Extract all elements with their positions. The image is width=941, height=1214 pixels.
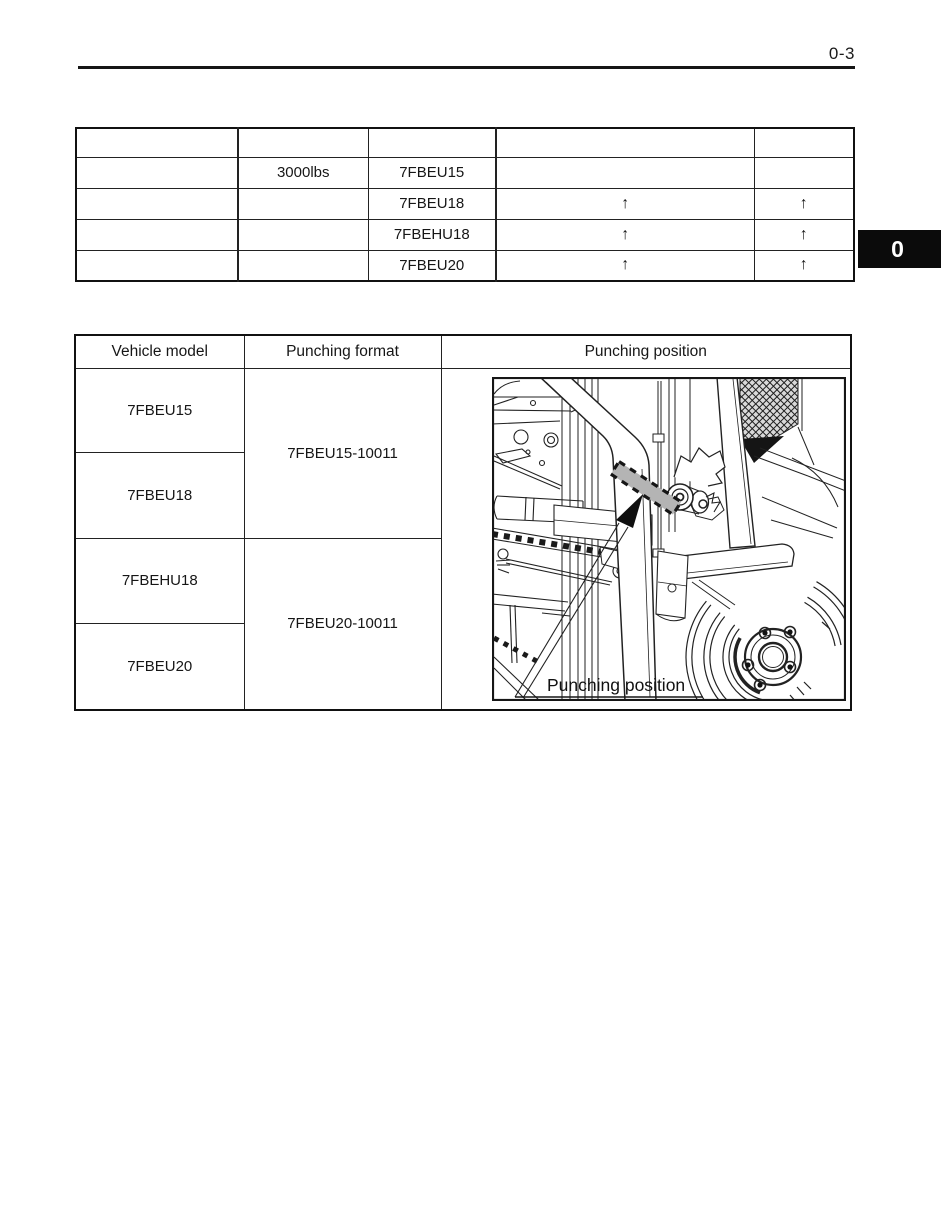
column-header-punching-position: Punching position [441, 335, 851, 368]
format-cell: 7FBEU15-10011 [244, 368, 441, 538]
spec-cell [368, 128, 496, 157]
model-cell: 7FBEU18 [368, 188, 496, 219]
format-cell: 7FBEU20-10011 [244, 538, 441, 710]
overhead-guard-mesh [740, 377, 846, 538]
model-cell: 7FBEU20 [368, 250, 496, 281]
figure-label-group [515, 675, 703, 697]
figure-cell [441, 368, 851, 710]
model-cell: 7FBEU18 [75, 452, 244, 538]
ditto-arrow: ↑ [496, 250, 754, 281]
ditto-arrow: ↑ [754, 219, 854, 250]
page-number: 0-3 [828, 44, 855, 63]
model-cell: 7FBEU20 [75, 623, 244, 710]
model-cell: 7FBEU15 [75, 368, 244, 452]
spec-cell [496, 157, 754, 188]
spec-cell [76, 188, 238, 219]
punching-table [74, 334, 852, 711]
punching-position-figure [492, 377, 846, 701]
drive-wheel [686, 581, 846, 700]
spec-cell [238, 219, 368, 250]
ditto-arrow: ↑ [496, 219, 754, 250]
column-header-punching-format: Punching format [244, 335, 441, 368]
ditto-arrow: ↑ [754, 250, 854, 281]
spec-row [76, 219, 854, 250]
punch-row [75, 368, 851, 452]
section-tab-label: 0 [891, 235, 904, 262]
spec-cell [76, 219, 238, 250]
spec-table [75, 127, 855, 282]
spec-cell [76, 157, 238, 188]
ditto-arrow: ↑ [754, 188, 854, 219]
model-cell: 7FBEU15 [368, 157, 496, 188]
spec-cell [754, 157, 854, 188]
figure-label: Punching position [546, 674, 685, 695]
spec-cell [238, 250, 368, 281]
spec-cell [76, 128, 238, 157]
spec-row [76, 250, 854, 281]
spec-cell [496, 128, 754, 157]
ditto-arrow: ↑ [496, 188, 754, 219]
spec-header-row [76, 128, 854, 157]
spec-cell [76, 250, 238, 281]
spec-row [76, 157, 854, 188]
spec-row [76, 188, 854, 219]
capacity-cell: 3000lbs [238, 157, 368, 188]
punch-header-row [75, 335, 851, 368]
header-rule [78, 66, 855, 69]
model-cell: 7FBEHU18 [368, 219, 496, 250]
section-tab [858, 230, 941, 268]
spec-cell [754, 128, 854, 157]
column-header-vehicle-model: Vehicle model [75, 335, 244, 368]
spec-cell [238, 188, 368, 219]
model-cell: 7FBEHU18 [75, 538, 244, 623]
spec-cell [238, 128, 368, 157]
